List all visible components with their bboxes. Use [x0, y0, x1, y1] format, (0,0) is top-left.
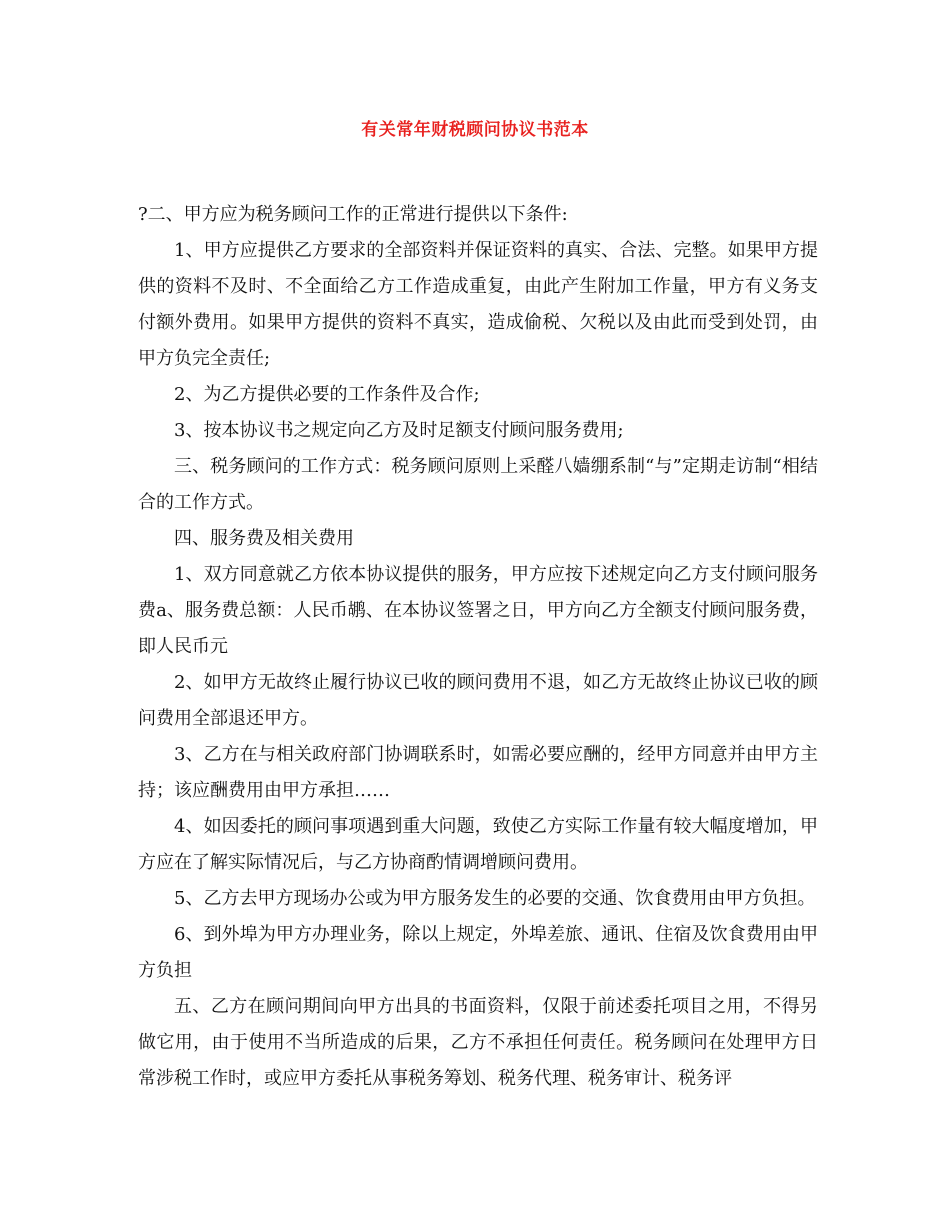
paragraph: 四、服务费及相关费用	[174, 528, 354, 549]
paragraph: 1、甲方应提供乙方要求的全部资料并保证资料的真实、合法、完整。如果甲方提供的资料不及时、不全面给乙方工作造成重复，由此产生附加工作量，甲方有义务支付额外费用。如果甲方提供的资料不真实，造成偷税、欠税以及由此而受到处罚，由甲方负完全责任;	[138, 240, 818, 369]
paragraph: 2、如甲方无故终止履行协议已收的顾问费用不退，如乙方无故终止协议已收的顾问费用全部退还甲方。	[138, 672, 818, 729]
paragraph: 5、乙方去甲方现场办公或为甲方服务发生的必要的交通、饮食费用由甲方负担。	[174, 888, 816, 909]
document-title: 有关常年财税顾问协议书范本	[361, 120, 589, 140]
paragraph: 五、乙方在顾问期间向甲方出具的书面资料，仅限于前述委托项目之用，不得另做它用，由于使用不当所造成的后果，乙方不承担任何责任。税务顾问在处理甲方日常涉税工作时，或应甲方委托从事税务筹划、税务代理、税务审计、税务评	[138, 996, 818, 1089]
document-body	[138, 197, 818, 1097]
paragraph: 3、按本协议书之规定向乙方及时足额支付顾问服务费用;	[174, 420, 624, 441]
paragraph: 1、双方同意就乙方依本协议提供的服务，甲方应按下述规定向乙方支付顾问服务费a、服务费总额：人民币鹕、在本协议签署之日，甲方向乙方全额支付顾问服务费，即人民币元	[138, 564, 818, 657]
paragraph: 2、为乙方提供必要的工作条件及合作;	[174, 384, 480, 405]
paragraph: 6、到外埠为甲方办理业务，除以上规定，外埠差旅、通讯、住宿及饮食费用由甲方负担	[138, 924, 818, 981]
paragraph: 三、税务顾问的工作方式：税务顾问原则上采醛八嫱绷系制“与”定期走访制“相结合的工作方式。	[138, 456, 818, 513]
paragraph: ?二、甲方应为税务顾问工作的正常进行提供以下条件:	[138, 204, 568, 225]
paragraph: 4、如因委托的顾问事项遇到重大问题，致使乙方实际工作量有较大幅度增加，甲方应在了解实际情况后，与乙方协商酌情调增顾问费用。	[138, 816, 818, 873]
paragraph: 3、乙方在与相关政府部门协调联系时，如需必要应酬的，经甲方同意并由甲方主持；该应酬费用由甲方承担……	[138, 744, 818, 801]
